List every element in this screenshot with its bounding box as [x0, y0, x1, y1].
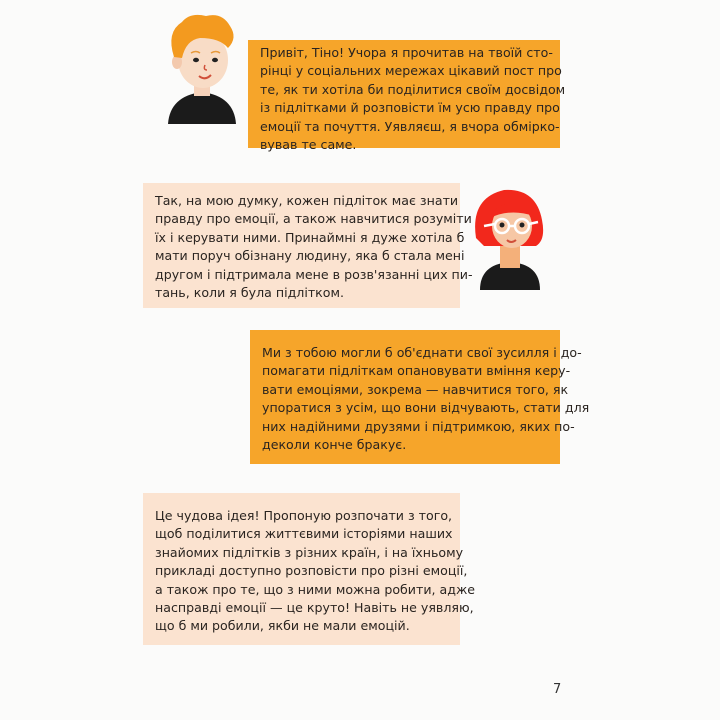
- text-line: деколи конче бракує.: [262, 437, 407, 453]
- boy-avatar-icon: [160, 12, 245, 124]
- text-line: а також про те, що з ними можна робити, адже: [155, 581, 476, 597]
- text-line: із підлітками й розповісти їм усю правду про: [260, 100, 560, 116]
- text-line: щоб поділитися життєвими історіями наших: [155, 526, 453, 542]
- text-line: прикладі доступно розповісти про різні емоції,: [155, 563, 468, 579]
- text-line: помагати підліткам опановувати вміння керу-: [262, 363, 571, 379]
- text-line: Ми з тобою могли б об'єднати свої зусилля і до-: [262, 345, 582, 360]
- text-line: тань, коли я була підлітком.: [155, 285, 344, 301]
- text-line: емоції та почуття. Уявляєш, я вчора обмірко-: [260, 118, 560, 134]
- text-line: упоратися з усім, що вони відчувають, стати для: [262, 400, 590, 416]
- text-line: Це чудова ідея! Пропоную розпочати з того,: [155, 508, 453, 523]
- speech-box-boy-2: [250, 330, 590, 464]
- text-line: вати емоціями, зокрема — навчитися того, як: [262, 381, 569, 397]
- text-line: рінці у соціальних мережах цікавий пост про: [260, 63, 562, 79]
- text-line: другом і підтримала мене в розв'язанні цих пи-: [155, 266, 473, 282]
- speech-box-girl-1: [143, 183, 473, 308]
- text-line: мати поруч обізнану людину, яка б стала мені: [155, 248, 465, 264]
- text-line: Так, на мою думку, кожен підліток має знати: [155, 193, 459, 208]
- text-line: них надійними друзями і підтримкою, яких по-: [262, 418, 575, 434]
- girl-avatar-icon: [470, 178, 550, 290]
- text-line: те, як ти хотіла би поділитися своїм досвідом: [260, 81, 566, 97]
- text-line: що б ми робили, якби не мали емоцій.: [155, 618, 410, 634]
- text-line: правду про емоції, а також навчитися розуміти: [155, 211, 472, 227]
- text-line: їх і керувати ними. Принаймні я дуже хотіла б: [155, 229, 465, 245]
- text-line: знайомих підлітків з різних країн, і на їхньому: [155, 544, 464, 560]
- page-number: 7: [553, 682, 562, 697]
- text-line: насправді емоції — це круто! Навіть не уявляю,: [155, 600, 474, 616]
- text-line: вував те саме.: [260, 137, 357, 153]
- speech-box-girl-2: [143, 493, 476, 645]
- text-line: Привіт, Тіно! Учора я прочитав на твоїй сто-: [260, 45, 553, 60]
- speech-box-boy-1: [248, 40, 566, 153]
